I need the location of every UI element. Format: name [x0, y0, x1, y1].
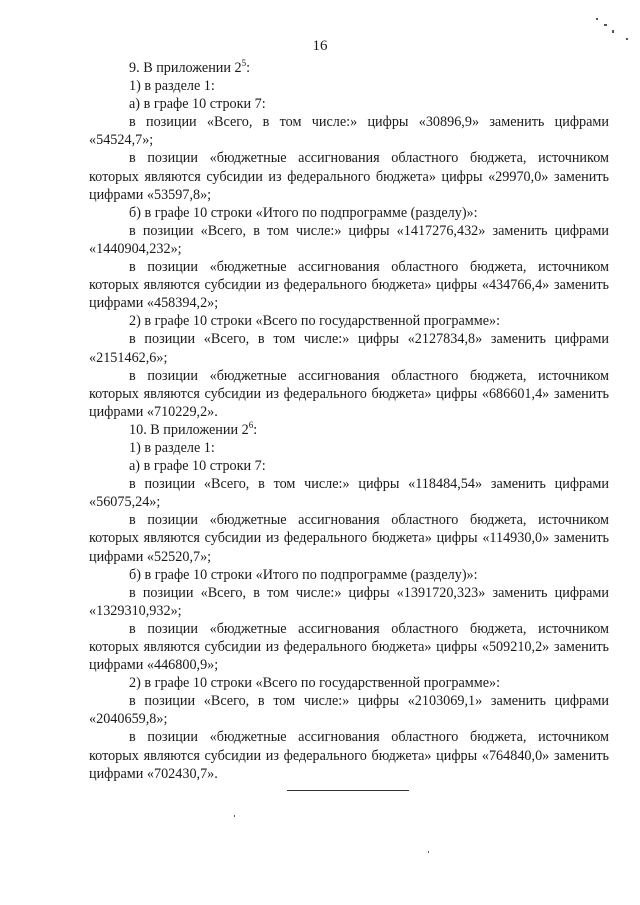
paragraph: 1) в разделе 1: — [129, 78, 215, 95]
paragraph: в позиции «бюджетные ассигнования областного бюджета, источником которых являются субсидии из федерального бюджета» цифры «29970,0» заменить цифрами «53597,8»; — [89, 150, 609, 203]
superscript: 6 — [248, 419, 254, 430]
paragraph: 2) в графе 10 строки «Всего по государственной программе»: — [129, 675, 501, 692]
paragraph: в позиции «бюджетные ассигнования областного бюджета, источником которых являются субсидии из федерального бюджета» цифры «764840,0» заменить цифрами «702430,7». — [89, 729, 609, 782]
paragraph: в позиции «Всего, в том числе:» цифры «2103069,1» заменить цифрами «2040659,8»; — [89, 693, 609, 728]
separator-line — [287, 790, 409, 791]
paragraph-suffix: : — [246, 60, 251, 76]
paragraph: в позиции «бюджетные ассигнования областного бюджета, источником которых являются субсидии из федерального бюджета» цифры «114930,0» заменить цифрами «52520,7»; — [89, 512, 609, 565]
paragraph — [89, 421, 609, 439]
scan-speck — [612, 30, 614, 33]
paragraph — [89, 59, 609, 77]
paragraph-text: 10. В приложении 2 — [129, 421, 249, 438]
document-body — [89, 59, 609, 783]
paragraph: в позиции «Всего, в том числе:» цифры «1417276,432» заменить цифрами «1440904,232»; — [89, 222, 609, 257]
scan-speck — [604, 24, 607, 26]
paragraph: 2) в графе 10 строки «Всего по государственной программе»: — [129, 313, 501, 330]
scan-speck — [234, 815, 235, 817]
paragraph-suffix: : — [253, 421, 258, 438]
paragraph: в позиции «Всего, в том числе:» цифры «118484,54» заменить цифрами «56075,24»; — [89, 476, 609, 511]
paragraph-text: 9. В приложении 2 — [129, 60, 242, 76]
paragraph: в позиции «бюджетные ассигнования областного бюджета, источником которых являются субсидии из федерального бюджета» цифры «686601,4» заменить цифрами «710229,2». — [89, 367, 609, 420]
paragraph: б) в графе 10 строки «Итого по подпрограмме (разделу)»: — [129, 204, 478, 221]
paragraph: в позиции «Всего, в том числе:» цифры «30896,9» заменить цифрами «54524,7»; — [89, 114, 609, 149]
paragraph: в позиции «бюджетные ассигнования областного бюджета, источником которых являются субсидии из федерального бюджета» цифры «434766,4» заменить цифрами «458394,2»; — [89, 259, 609, 312]
paragraph: 1) в разделе 1: — [129, 439, 215, 456]
superscript: 5 — [241, 58, 247, 68]
paragraph: в позиции «Всего, в том числе:» цифры «2127834,8» заменить цифрами «2151462,6»; — [89, 331, 609, 366]
paragraph: в позиции «Всего, в том числе:» цифры «1391720,323» заменить цифрами «1329310,932»; — [89, 584, 609, 619]
page-number: 16 — [312, 38, 328, 54]
paragraph: а) в графе 10 строки 7: — [129, 96, 266, 113]
scan-speck — [428, 851, 429, 853]
paragraph: в позиции «бюджетные ассигнования областного бюджета, источником которых являются субсидии из федерального бюджета» цифры «509210,2» заменить цифрами «446800,9»; — [89, 620, 609, 674]
paragraph: б) в графе 10 строки «Итого по подпрограмме (разделу)»: — [129, 566, 478, 583]
scan-speck — [626, 38, 628, 40]
scan-speck — [596, 18, 598, 20]
paragraph: а) в графе 10 строки 7: — [129, 458, 266, 475]
